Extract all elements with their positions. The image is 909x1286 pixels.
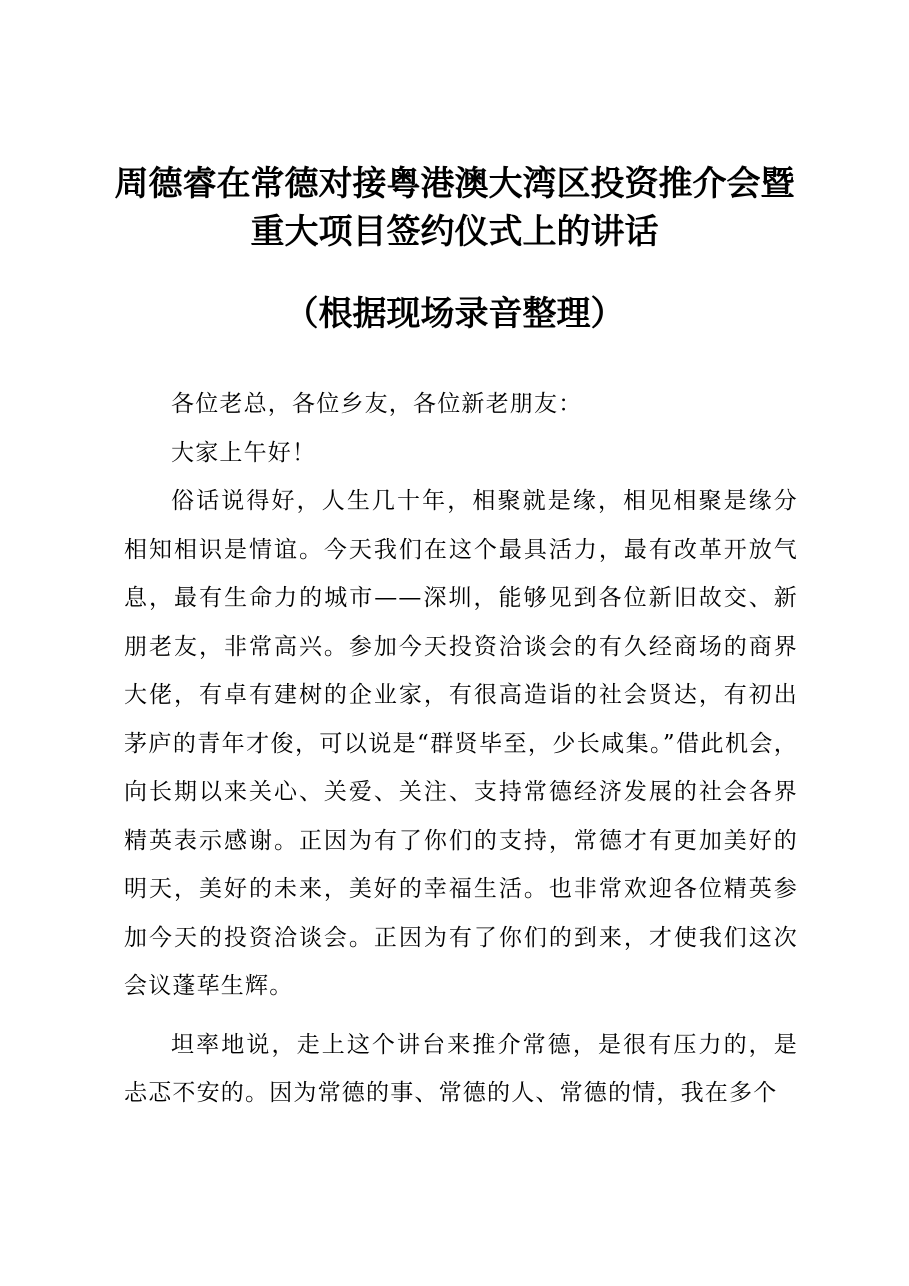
document-title-line-1: 周德睿在常德对接粤港澳大湾区投资推介会暨 xyxy=(114,164,795,204)
document-body xyxy=(124,380,798,1118)
salutation-paragraph: 各位老总，各位乡友，各位新老朋友： xyxy=(171,391,583,417)
body-paragraph: 坦率地说，走上这个讲台来推介常德，是很有压力的，是忐忑不安的。因为常德的事、常德的人、常德的情，我在多个 xyxy=(124,1031,798,1106)
document-title-line-2: 重大项目签约仪式上的讲话 xyxy=(250,212,659,252)
body-paragraph: 俗话说得好，人生几十年，相聚就是缘，相见相聚是缘分相知相识是情谊。今天我们在这个最具活力，最有改革开放气息，最有生命力的城市——深圳，能够见到各位新旧故交、新朋老友，非常高兴。参加今天投资洽谈会的有久经商场的商界大佬，有卓有建树的企业家，有很高造诣的社会贤达，有初出茅庐的青年才俊，可以说是“群贤毕至，少长咸集。”借此机会，向长期以来关心、关爱、关注、支持常德经济发展的社会各界精英表示感谢。正因为有了你们的支持，常德才有更加美好的明天，美好的未来，美好的幸福生活。也非常欢迎各位精英参加今天的投资洽谈会。正因为有了你们的到来，才使我们这次会议蓬荜生辉。 xyxy=(124,488,798,999)
document-subtitle: （根据现场录音整理） xyxy=(284,294,625,334)
greeting-paragraph: 大家上午好！ xyxy=(171,439,317,466)
